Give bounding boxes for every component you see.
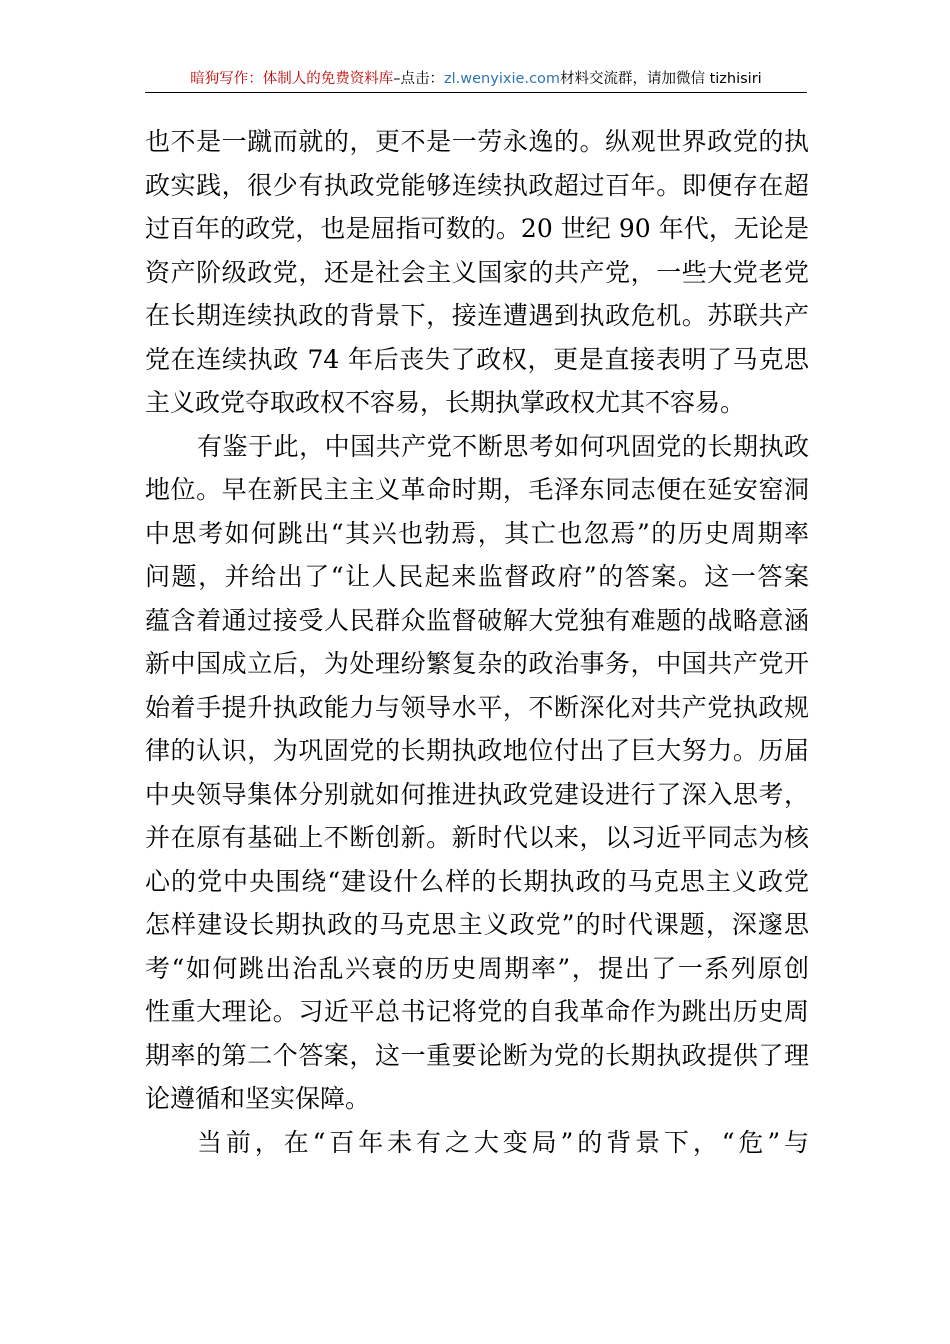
text-line: 论遵循和坚实保障。 [145,1084,371,1113]
text-line: 过百年的政党，也是屈指可数的。20 世纪 90 年代，无论是 [145,214,809,243]
paragraph-start-line: 有鉴于此，中国共产党不断思考如何巩固党的长期执政 [197,431,809,461]
text-line: 中央领导集体分别就如何推进执政党建设进行了深入思考， [145,779,809,809]
text-line: 心的党中央围绕“建设什么样的长期执政的马克思主义政党 [145,866,809,896]
paragraph-start-line: 当前，在“百年未有之大变局”的背景下，“危”与 [197,1127,809,1157]
text-line: 也不是一蹴而就的，更不是一劳永逸的。纵观世界政党的执 [145,127,809,156]
text-line: 政实践，很少有执政党能够连续执政超过百年。即便存在超 [145,170,809,200]
text-line: 资产阶级政党，还是社会主义国家的共产党，一些大党老党 [145,257,809,287]
text-line: 中思考如何跳出“其兴也勃焉，其亡也忽焉”的历史周期率 [145,518,809,548]
header-brand: 暗狗写作：体制人的免费资料库 [190,71,394,87]
text-line: 在长期连续执政的背景下，接连遭遇到执政危机。苏联共产 [145,301,809,330]
text-line: 地位。早在新民主主义革命时期，毛泽东同志便在延安窑洞 [145,475,809,504]
text-line: 性重大理论。习近平总书记将党的自我革命作为跳出历史周 [145,997,809,1026]
text-line: 考“如何跳出治乱兴衰的历史周期率”，提出了一系列原创 [145,953,809,983]
text-line: 律的认识，为巩固党的长期执政地位付出了巨大努力。历届 [145,736,809,765]
text-line: 主义政党夺取政权不容易，长期执掌政权尤其不容易。 [145,388,746,417]
document-body [145,120,809,1164]
text-line: 始着手提升执政能力与领导水平，不断深化对共产党执政规 [145,692,809,722]
text-line: 新中国成立后，为处理纷繁复杂的政治事务，中国共产党开 [145,649,809,678]
header-click-prefix: –点击： [393,71,445,87]
text-line: 期率的第二个答案，这一重要论断为党的长期执政提供了理 [145,1040,809,1070]
header-suffix: 材料交流群，请加微信 tizhisiri [559,71,762,87]
text-line: 问题，并给出了“让人民起来监督政府”的答案。这一答案 [145,562,809,591]
text-line: 蕴含着通过接受人民群众监督破解大党独有难题的战略意涵 [145,605,809,635]
text-line: 怎样建设长期执政的马克思主义政党”的时代课题，深邃思 [145,910,809,939]
header-link[interactable]: zl.wenyixie.com [444,71,560,87]
text-line: 党在连续执政 74 年后丧失了政权，更是直接表明了马克思 [145,344,809,374]
text-line: 并在原有基础上不断创新。新时代以来，以习近平同志为核 [145,823,809,852]
document-header [145,68,807,93]
